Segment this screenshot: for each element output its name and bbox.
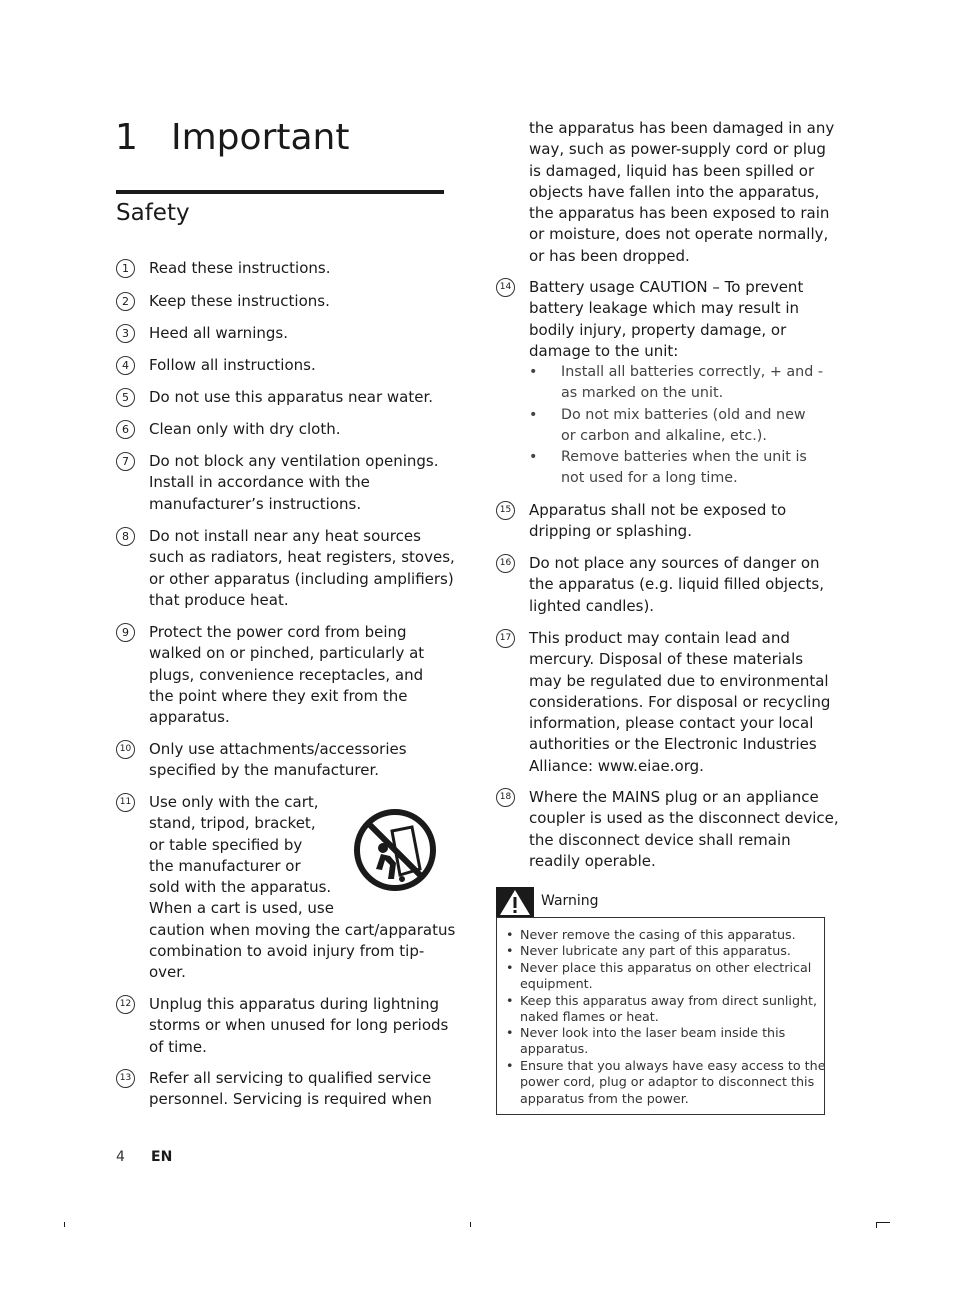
item-number-circle: 16 bbox=[496, 554, 515, 573]
item-number-circle: 3 bbox=[116, 324, 135, 343]
crop-mark bbox=[64, 1222, 65, 1227]
section-title: Safety bbox=[116, 200, 190, 226]
item-text: Do not block any ventilation openings. Install in accordance with the manufacturer’s instructions. bbox=[149, 452, 439, 513]
crop-mark bbox=[876, 1222, 890, 1223]
chapter-number: 1 bbox=[115, 117, 138, 158]
item-text: Battery usage CAUTION – To prevent battery leakage which may result in bodily injury, property damage, or damage to the unit: bbox=[529, 278, 804, 360]
item-number-circle: 13 bbox=[116, 1069, 135, 1088]
item-text: Use only with the cart, stand, tripod, bracket, or table specified by the manufacturer or sold with the apparatus. When a cart is used, use caution when moving the cart/apparatus combination to avoid injury from tip- over. bbox=[149, 793, 456, 982]
item-text: Protect the power cord from being walked on or pinched, particularly at plugs, convenience receptacles, and the point where they exit from the apparatus. bbox=[149, 623, 425, 727]
item-number-circle: 8 bbox=[116, 527, 135, 546]
item-text: Clean only with dry cloth. bbox=[149, 420, 341, 438]
item-number-circle: 15 bbox=[496, 501, 515, 520]
item-number-circle: 12 bbox=[116, 995, 135, 1014]
item-number-circle: 4 bbox=[116, 356, 135, 375]
item-number-circle: 18 bbox=[496, 788, 515, 807]
crop-mark bbox=[876, 1222, 877, 1228]
item-number-circle: 5 bbox=[116, 388, 135, 407]
item-number-circle: 10 bbox=[116, 740, 135, 759]
crop-mark bbox=[470, 1222, 471, 1227]
item-text: Do not install near any heat sources such as radiators, heat registers, stoves, or other apparatus (including amplifiers) that produce heat. bbox=[149, 527, 455, 609]
cart-tip-over-warning-icon bbox=[354, 809, 436, 891]
chapter-title: Important bbox=[171, 117, 350, 158]
item-text: Follow all instructions. bbox=[149, 356, 316, 374]
item-text: Do not place any sources of danger on the apparatus (e.g. liquid filled objects, lighted candles). bbox=[529, 554, 824, 615]
item-text: Refer all servicing to qualified service personnel. Servicing is required when bbox=[149, 1069, 432, 1109]
item-text: Keep these instructions. bbox=[149, 292, 330, 310]
item-text: Only use attachments/accessories specified by the manufacturer. bbox=[149, 740, 407, 780]
item-number-circle: 17 bbox=[496, 629, 515, 648]
item-text: Apparatus shall not be exposed to dripping or splashing. bbox=[529, 501, 787, 541]
item-text: Heed all warnings. bbox=[149, 324, 288, 342]
item-text: Where the MAINS plug or an appliance coupler is used as the disconnect device, the disconnect device shall remain readily operable. bbox=[529, 788, 839, 870]
language-code: EN bbox=[151, 1149, 173, 1165]
item-number-circle: 6 bbox=[116, 420, 135, 439]
warning-label: Warning bbox=[541, 893, 599, 909]
item-text: Do not use this apparatus near water. bbox=[149, 388, 434, 406]
item-number-circle: 7 bbox=[116, 452, 135, 471]
item-number-circle: 1 bbox=[116, 259, 135, 278]
item-text: Read these instructions. bbox=[149, 259, 331, 277]
item-number-circle: 2 bbox=[116, 292, 135, 311]
item-text: Unplug this apparatus during lightning storms or when unused for long periods of time. bbox=[149, 995, 449, 1056]
page-number: 4 bbox=[116, 1149, 125, 1165]
item-number-circle: 14 bbox=[496, 278, 515, 297]
item-number-circle: 9 bbox=[116, 623, 135, 642]
section-rule bbox=[116, 190, 444, 194]
warning-triangle-icon bbox=[496, 887, 534, 917]
item-text: the apparatus has been damaged in any way, such as power-supply cord or plug is damaged, liquid has been spilled or objects have fallen into the apparatus, the apparatus has been exposed to rain or moisture, does not operate normally, or has been dropped. bbox=[529, 119, 835, 265]
item-number-circle: 11 bbox=[116, 793, 135, 812]
warning-header-block bbox=[496, 887, 534, 917]
item-text: This product may contain lead and mercury. Disposal of these materials may be regulated due to environmental considerations. For disposal or recycling information, please contact your local authorities or the Electronic Industries Alliance: www.eiae.org. bbox=[529, 629, 831, 775]
